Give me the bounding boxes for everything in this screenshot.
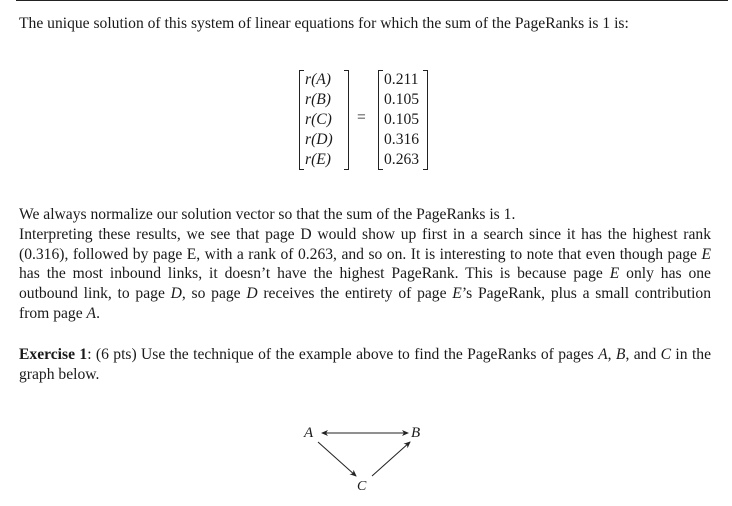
vector-entry-c: r(C) [305, 111, 332, 128]
pagerank-vector [299, 70, 349, 170]
vector-entry-e: r(E) [305, 151, 331, 168]
solution-value-e: 0.263 [384, 151, 420, 168]
text-run: only has one outbound link, to page [19, 265, 711, 303]
text-run: Interpreting these results, we see that page D would show up first in a search since it has the highest rank (0.316), followed by page E, with a rank of 0.263, and so on. It is interesting to note that even though page [19, 225, 711, 263]
page-var: E [452, 285, 462, 303]
link-graph [296, 418, 436, 498]
text-run: . [96, 304, 100, 322]
text-run: , so page [181, 285, 247, 303]
equals-sign: = [357, 109, 366, 126]
top-rule [16, 0, 728, 1]
solution-value-b: 0.105 [384, 91, 420, 108]
text-run: has the most inbound links, it doesn’t have the highest PageRank. This is because page [19, 265, 610, 283]
solution-value-a: 0.211 [384, 71, 419, 88]
vector-entry-a: r(A) [305, 71, 331, 88]
page-var: A [86, 304, 97, 322]
page-var: D [246, 285, 258, 303]
text-run: : (6 pts) Use the technique of the example above to find the PageRanks of pages [87, 346, 599, 363]
node-c-label: C [357, 479, 367, 494]
exercise-label: Exercise 1 [19, 346, 88, 363]
right-bracket [344, 70, 349, 170]
text-run: receives the entirety of page [257, 285, 453, 303]
edge-a-to-c [318, 442, 356, 476]
page-var: B [615, 346, 626, 363]
text-run: in the graph below. [19, 346, 711, 383]
page-var: D [170, 285, 182, 303]
normalize-line: We always normalize our solution vector so that the sum of the PageRanks is 1. [19, 206, 516, 223]
intro-text: The unique solution of this system of linear equations for which the sum of the PageRanks is 1 is: [19, 15, 629, 32]
node-a-label: A [304, 425, 314, 441]
vector-entry-d: r(D) [305, 131, 333, 148]
exercise-paragraph [19, 345, 711, 385]
edge-c-to-b [372, 442, 410, 476]
right-bracket [423, 70, 428, 170]
node-b-label: B [411, 425, 421, 441]
left-bracket [378, 70, 383, 170]
page-var: A [598, 346, 608, 363]
interpretation-paragraph [19, 205, 711, 324]
solution-value-d: 0.316 [384, 131, 420, 148]
page-var: E [701, 245, 711, 263]
text-run: , [607, 346, 616, 363]
page-var: C [660, 346, 672, 363]
vector-entry-b: r(B) [305, 91, 331, 108]
solution-vector [378, 70, 428, 170]
page-var: E [609, 265, 620, 283]
text-run: ’s PageRank, plus a small contribution from page [19, 285, 711, 322]
interpretation-text [19, 225, 711, 324]
text-run: , and [625, 346, 661, 363]
solution-value-c: 0.105 [384, 111, 420, 128]
left-bracket [299, 70, 304, 170]
